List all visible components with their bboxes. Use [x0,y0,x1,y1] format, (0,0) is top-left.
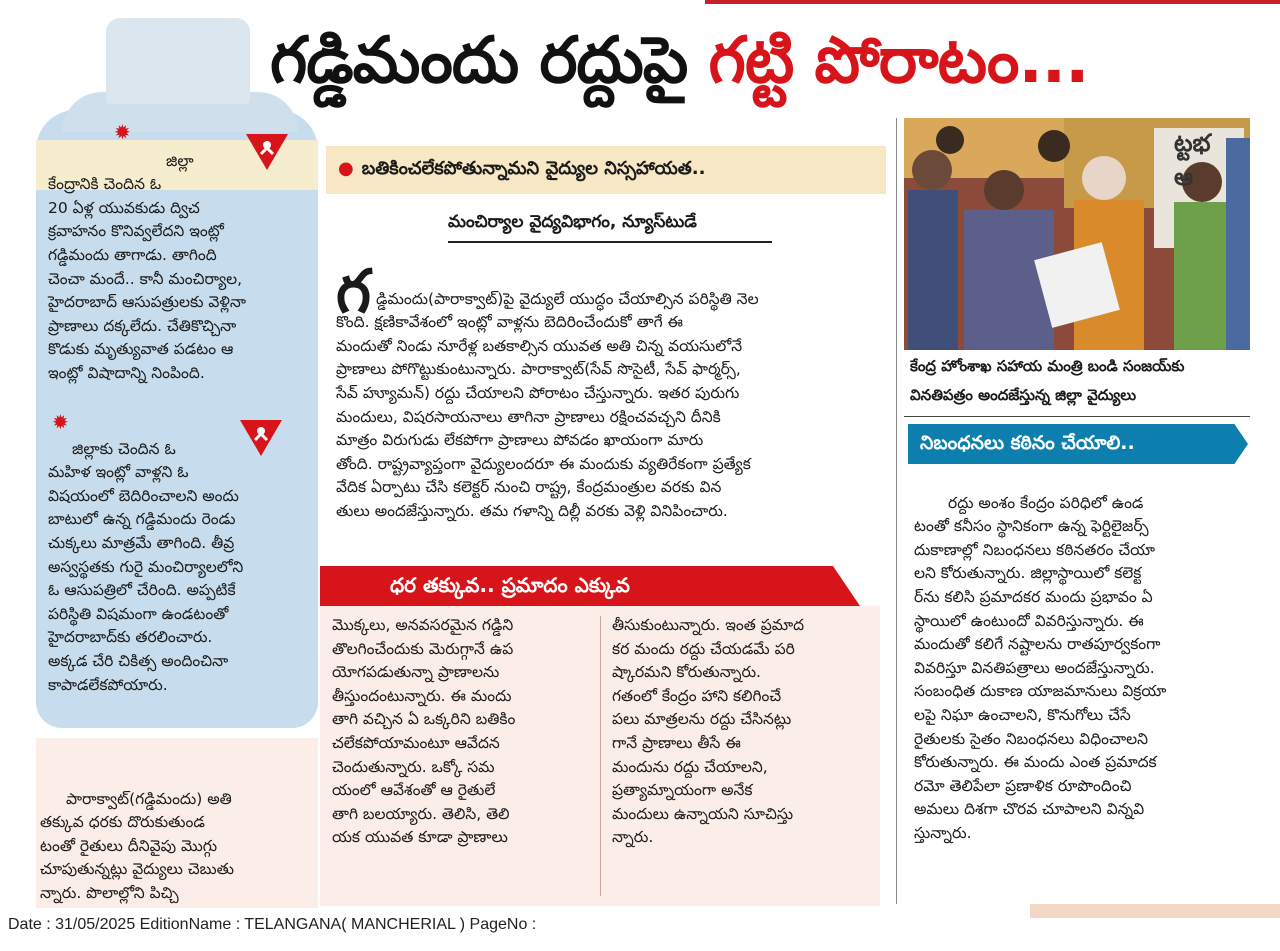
bullet-dot-icon: ● [338,158,354,179]
dateline-underline [448,241,772,243]
page-headline [270,24,1088,113]
drop-cap: గ [336,257,371,327]
subhead-text: బతికించలేకపోతున్నామని వైద్యుల నిస్సహాయత.. [361,158,706,179]
burst-bullet-icon: ✹ [114,120,131,144]
dateline: మంచిర్యాల వైద్యవిభాగం, న్యూస్‌టుడే [448,212,697,232]
main-article-text: డ్డిమందు(పారాక్వాట్‌)పై వైద్యులే యుద్ధం చేయాల్సిన పరిస్థితి నెల కొంది. క్షణికావేశంలో ఇంట్లో వాళ్లను బెదిరించేందుకో తాగే ఈ మందుతో నిండు నూరేళ్ల బతకాల్సిన యువత అతి చిన్న వయసులోనే ప్రాణాలు పోగొట్టుకుంటున్నారు. పారాక్వాట్‌(సేవ్‌ సొసైటీ, సేవ్‌ ఫార్మర్స్‌, సేవ్‌ హ్యూమన్‌) రద్దు చేయాలని పోరాటం చేస్తున్నారు. ఇతర పురుగు మందులు, విషరసాయనాలు తాగినా ప్రాణాలు రక్షించవచ్చని దీనికి మాత్రం విరుగుడు లేకపోగా ప్రాణాలు పోవడం ఖాయంగా మారు తోంది. రాష్ట్రవ్యాప్తంగా వైద్యులందరూ ఈ మందుకు వ్యతిరేకంగా ప్రత్యేక వేదిక ఏర్పాటు చేసి కలెక్టర్‌ నుంచి రాష్ట్ర, కేంద్రమంత్రుల వరకు విన తులు అందజేస్తున్నారు. తమ గళాన్ని దిల్లీ వరకు వెళ్లి వినిపించారు. [336,289,759,520]
burst-bullet-icon: ✹ [52,410,69,434]
rules-section-text: రద్దు అంశం కేంద్రం పరిధిలో ఉండ టంతో కనీసం స్థానికంగా ఉన్న ఫెర్టిలైజర్స్‌ దుకాణాల్లో నిబంధనలు కఠినతరం చేయా లని కోరుతున్నారు. జిల్లాస్థాయిలో కలెక్ట ర్‌ను కలిసి ప్రమాదకర మందు ప్రభావం ఏ స్థాయిలో ఉంటుందో వివరిస్తున్నారు. ఈ మందుతో కలిగే నష్టాలను రాతపూర్వకంగా వివరిస్తూ వినతిపత్రాలు అందజేస్తున్నారు. సంబంధిత దుకాణ యాజమానులు విక్రయా లపై నిఘా ఉంచాలని, కొనుగోలు చేసే రైతులకు సైతం నిబంధనలు విధించాలని కోరుతున్నారు. ఈ మందు ఎంత ప్రమాదక రమో తెలిపేలా ప్రణాళిక రూపొందించి అమలు దిశగా చొరవ చూపాలని విన్నవి స్తున్నారు. [914,493,1167,842]
caption-rule [904,416,1250,417]
sidebar-case-two [48,414,306,697]
subhead [338,158,705,183]
column-divider [896,118,897,904]
edition-footer: Date : 31/05/2025 EditionName : TELANGANA( MANCHERIAL ) PageNo : [8,916,537,933]
sidebar-case-two-text: జిల్లాకు చెందిన ఓ మహిళ ఇంట్లో వాళ్లని ఓ విషయంలో బెదిరించాలని అందు బాటులో ఉన్న గడ్డిమందు రెండు చుక్కలు మాత్రమే తాగింది. తీవ్ర అస్వస్థతకు గురై మంచిర్యాలలోని ఓ ఆసుపత్రిలో చేరింది. అప్పటికే పరిస్థితి విషమంగా ఉండటంతో హైదరాబాద్‌కు తరలించారు. అక్కడ చేరి చికిత్స అందించినా కాపాడలేకపోయారు. [48,439,244,694]
photo-banner-fragment: ట్టభ ఆ [1174,129,1211,191]
bottle-cap [106,18,250,104]
sidebar-case-one [48,126,306,386]
photo-caption: కేంద్ర హోంశాఖ సహాయ మంత్రి బండి సంజయ్‌కు వినతిపత్రం అందజేస్తున్న జిల్లా వైద్యులు [910,357,1185,404]
sidebar-bottom-text: పారాక్వాట్‌(గడ్డిమందు) అతి తక్కువ ధరకు దొరుకుతుండ టంతో రైతులు దీనివైపు మొగ్గు చూపుతున్నట్లు వైద్యులు చెబుతు న్నారు. పొలాల్లోని పిచ్చి [40,789,235,902]
main-article-body [336,257,872,524]
top-red-rule [705,0,1280,4]
section-banner-title: ధర తక్కువ.. ప్రమాదం ఎక్కువ [390,573,630,597]
column-divider [600,616,601,896]
next-article-edge [1030,904,1280,918]
section-banner-title: నిబంధనలు కఠినం చేయాలి.. [920,432,1135,454]
sidebar-case-one-text: జిల్లా కేంద్రానికి చెందిన ఓ 20 ఏళ్ల యువకుడు ద్విచ క్రవాహనం కొనివ్వలేదని ఇంట్లో గడ్డిమందు తాగాడు. తాగింది చెంచా మందే.. కానీ మంచిర్యాల, హైదరాబాద్‌ ఆసుపత్రులకు వెళ్లినా ప్రాణాలు దక్కలేదు. చేతికొచ్చినా కొడుకు మృత్యువాత పడటం ఆ ఇంట్లో విషాదాన్ని నింపింది. [48,151,246,382]
news-photo [904,118,1250,350]
headline-black-part: గడ్డిమందు రద్దుపై [270,24,688,98]
headline-red-part: గట్టి పోరాటం... [708,24,1089,98]
section-column-two: తీసుకుంటున్నారు. ఇంత ప్రమాద కర మందు రద్దు చేయడమే పరి ష్కారమని కోరుతున్నారు. గతంలో కేంద్రం హాని కలిగించే పలు మాత్రలను రద్దు చేసినట్లు గానే ప్రాణాలు తీసే ఈ మందును రద్దు చేయాలని, ప్రత్యామ్నాయంగా అనేక మందులు ఉన్నాయని సూచిస్తు న్నారు. [612,616,805,847]
sidebar-bottom-paragraph [40,764,310,906]
rules-section-body [914,468,1248,846]
section-column-one: మొక్కలు, అనవసరమైన గడ్డిని తొలగించేందుకు మెరుగ్గానే ఉప యోగపడుతున్నా ప్రాణాలను తీస్తుందంటున్నారు. ఈ మందు తాగి వచ్చిన ఏ ఒక్కరిని బతికిం చలేకపోయామంటూ ఆవేదన చెందుతున్నారు. ఒక్కో సమ యంలో ఆవేశంతో ఆ రైతులే తాగి బలయ్యారు. తెలిసి, తెలి యక యువత కూడా ప్రాణాలు [332,616,516,847]
